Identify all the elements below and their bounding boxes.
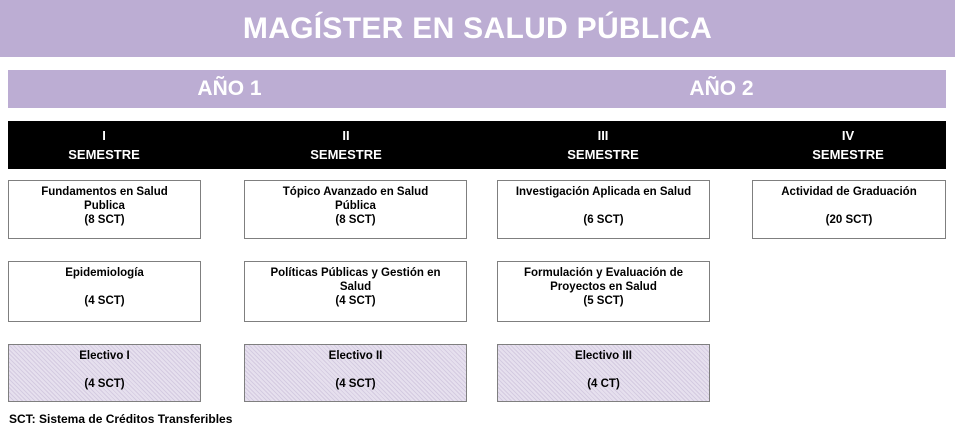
course-electivo-2 [244,344,467,402]
course-fundamentos [8,180,201,239]
course-credits: (4 SCT) [84,295,125,307]
course-name: Electivo III [575,350,632,362]
year-1-label: AÑO 1 [197,77,262,100]
semester-3-numeral: III [597,128,609,143]
course-name: Políticas Públicas y Gestión en [270,267,441,279]
course-name-cont: Publica [84,200,125,212]
semester-1-numeral: I [102,128,106,143]
semester-2-header [229,121,463,169]
course-credits: (20 SCT) [825,214,873,226]
course-credits: (6 SCT) [583,214,624,226]
course-name: Formulación y Evaluación de [523,267,684,279]
semester-4-header [731,121,955,169]
course-credits: (8 SCT) [84,214,125,226]
course-electivo-1 [8,344,201,402]
semester-4-numeral: IV [841,128,855,143]
course-credits: (5 SCT) [583,295,624,307]
semester-3-label: SEMESTRE [567,147,639,162]
semester-1-label: SEMESTRE [68,147,140,162]
course-name-cont: Proyectos en Salud [550,281,657,293]
footnote: SCT: Sistema de Créditos Transferibles [9,412,233,426]
course-name: Investigación Aplicada en Salud [515,186,692,198]
course-name-cont: Pública [335,200,376,212]
program-title: MAGÍSTER EN SALUD PÚBLICA [0,0,955,57]
course-credits: (8 SCT) [335,214,376,226]
semester-2-numeral: II [342,128,350,143]
course-electivo-3 [497,344,710,402]
course-name: Electivo II [328,350,383,362]
course-name: Tópico Avanzado en Salud [282,186,429,198]
year-2-label: AÑO 2 [689,77,754,100]
course-name: Electivo I [79,350,130,362]
course-credits: (4 SCT) [84,378,125,390]
course-name: Fundamentos en Salud [41,186,168,198]
semester-2-label: SEMESTRE [310,147,382,162]
semester-4-label: SEMESTRE [812,147,884,162]
course-investigacion-aplicada [497,180,710,239]
semester-3-header [486,121,720,169]
course-name-cont: Salud [339,281,372,293]
course-name: Actividad de Graduación [781,186,917,198]
course-actividad-graduacion [752,180,946,239]
course-formulacion-evaluacion [497,261,710,322]
course-name: Epidemiología [65,267,144,279]
course-credits: (4 CT) [587,378,620,390]
course-credits: (4 SCT) [335,295,376,307]
course-politicas-publicas [244,261,467,322]
course-topico-avanzado [244,180,467,239]
semester-1-header [0,121,221,169]
course-epidemiologia [8,261,201,322]
course-credits: (4 SCT) [335,378,376,390]
